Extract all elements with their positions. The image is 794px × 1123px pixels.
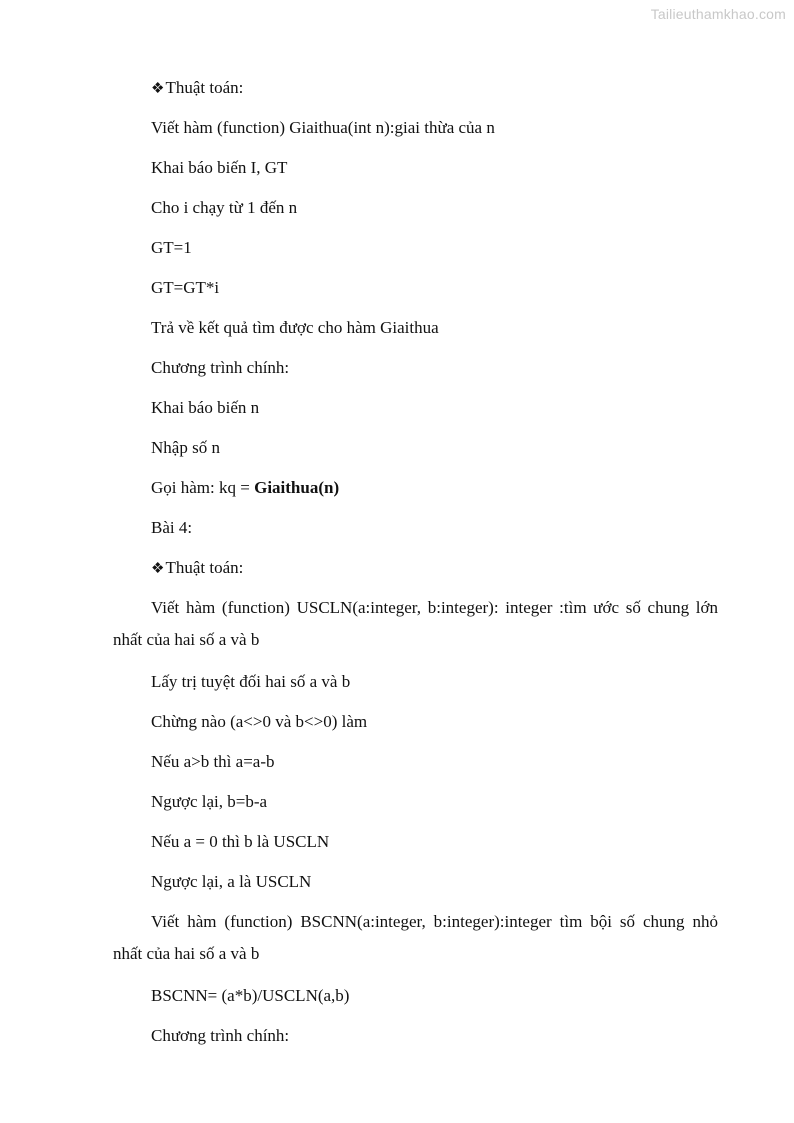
paragraph-bscnn: Viết hàm (function) BSCNN(a:integer, b:integer):integer tìm bội số chung nhỏ nhất của hai số a và b bbox=[113, 912, 718, 963]
diamond-bullet-icon: ❖ bbox=[151, 561, 165, 577]
text-line: Chương trình chính: bbox=[151, 1026, 290, 1045]
text-line: Cho i chạy từ 1 đến n bbox=[151, 198, 298, 217]
heading-algorithm-2: ❖Thuật toán: bbox=[151, 558, 244, 577]
text-line: GT=1 bbox=[151, 238, 192, 257]
heading-algorithm-1: ❖Thuật toán: bbox=[151, 78, 244, 97]
text-line: Ngược lại, a là USCLN bbox=[151, 872, 312, 891]
text-line: Trả về kết quả tìm được cho hàm Giaithua bbox=[151, 318, 439, 337]
text-line: Khai báo biến n bbox=[151, 398, 260, 417]
text-line: BSCNN= (a*b)/USCLN(a,b) bbox=[151, 986, 350, 1005]
text-line: Gọi hàm: kq = Giaithua(n) bbox=[151, 478, 340, 497]
text-line: Ngược lại, b=b-a bbox=[151, 792, 268, 811]
exercise-title: Bài 4: bbox=[151, 518, 193, 537]
text-line: Chừng nào (a<>0 và b<>0) làm bbox=[151, 712, 368, 731]
text-line: Lấy trị tuyệt đối hai số a và b bbox=[151, 672, 351, 691]
text-line: Khai báo biến I, GT bbox=[151, 158, 288, 177]
text-line: Nếu a = 0 thì b là USCLN bbox=[151, 832, 330, 851]
text-line: Chương trình chính: bbox=[151, 358, 290, 377]
text-line: GT=GT*i bbox=[151, 278, 220, 297]
text-line: Viết hàm (function) Giaithua(int n):giai thừa của n bbox=[151, 118, 495, 137]
diamond-bullet-icon: ❖ bbox=[151, 81, 165, 97]
bold-function-call: Giaithua(n) bbox=[254, 478, 340, 497]
text-line: Nếu a>b thì a=a-b bbox=[151, 752, 275, 771]
text-line: Nhập số n bbox=[151, 438, 220, 457]
watermark: Tailieuthamkhao.com bbox=[650, 6, 786, 22]
paragraph-uscln: Viết hàm (function) USCLN(a:integer, b:integer): integer :tìm ước số chung lớn nhất của hai số a và b bbox=[113, 598, 718, 649]
